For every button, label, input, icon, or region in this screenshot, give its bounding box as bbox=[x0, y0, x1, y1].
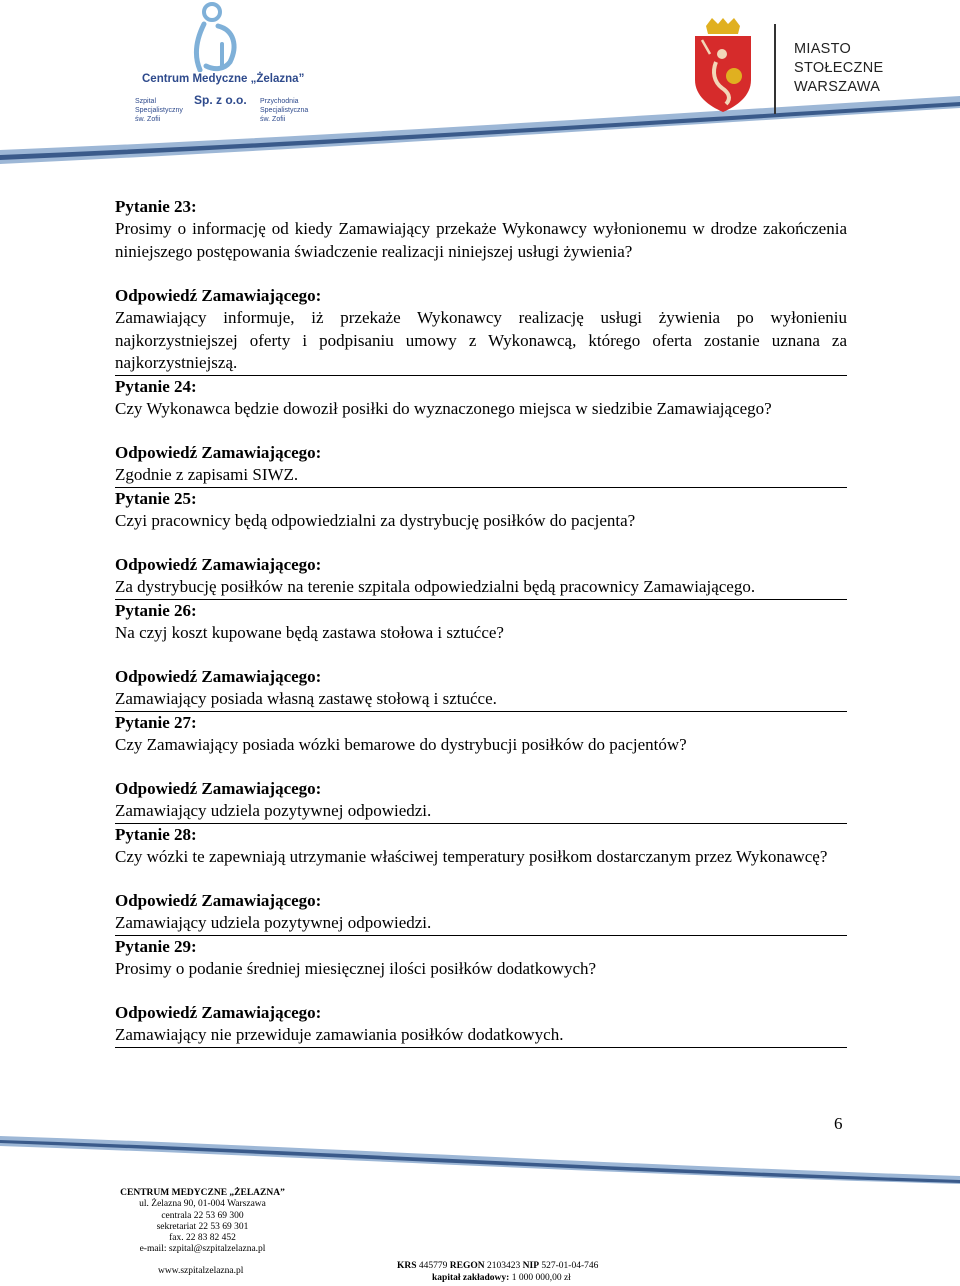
answer-label: Odpowiedź Zamawiającego: bbox=[115, 555, 322, 574]
qa-item bbox=[115, 712, 847, 824]
question-label: Pytanie 27: bbox=[115, 712, 197, 732]
answer-label: Odpowiedź Zamawiającego: bbox=[115, 779, 322, 798]
clinic-name: Centrum Medyczne „Żelazna” bbox=[142, 73, 305, 85]
footer-wave bbox=[0, 1128, 960, 1188]
question-text: Czy Zamawiający posiada wózki bemarowe do dystrybucji posiłków do pacjentów? bbox=[115, 734, 687, 754]
capital-label: kapitał zakładowy: bbox=[432, 1273, 510, 1283]
question-label: Pytanie 28: bbox=[115, 824, 197, 844]
answer-text: Za dystrybucję posiłków na terenie szpitala odpowiedzialni będą pracownicy Zamawiającego. bbox=[115, 577, 756, 596]
footer-address: ul. Żelazna 90, 01-004 Warszawa bbox=[139, 1199, 266, 1210]
answer-text: Zamawiający informuje, iż przekaże Wykonawcy realizację usługi żywienia po wyłonieniu najkorzystniejszej oferty i podpisaniu umowy z Wykonawcą, którego oferta zostanie uznana za najkorzystniejszą. bbox=[115, 308, 847, 372]
answer-label: Odpowiedź Zamawiającego: bbox=[115, 286, 322, 305]
page-number: 6 bbox=[834, 1114, 843, 1133]
question-text: Prosimy o informację od kiedy Zamawiający przekaże Wykonawcy wyłonionemu w drodze zakończenia niniejszego postępowania świadczenie realizacji niniejszej usługi żywienia? bbox=[115, 219, 847, 261]
regon-label: REGON bbox=[449, 1261, 485, 1271]
qa-item bbox=[115, 196, 847, 376]
city-name: MIASTO STOŁECZNE WARSZAWA bbox=[794, 41, 884, 95]
question-text: Na czyj koszt kupowane będą zastawa stołowa i sztućce? bbox=[115, 622, 504, 642]
question-text: Prosimy o podanie średniej miesięcznej ilości posiłków dodatkowych? bbox=[115, 958, 597, 978]
question-label: Pytanie 29: bbox=[115, 936, 197, 956]
qa-item bbox=[115, 824, 847, 936]
krs-label: KRS bbox=[397, 1261, 417, 1271]
warsaw-coat-of-arms-icon bbox=[692, 18, 754, 114]
answer-label: Odpowiedź Zamawiającego: bbox=[115, 667, 322, 686]
footer-fax: fax. 22 83 82 452 bbox=[169, 1233, 236, 1244]
clinic-logo bbox=[134, 0, 314, 125]
footer-phone: centrala 22 53 69 300 bbox=[161, 1210, 244, 1221]
question-label: Pytanie 24: bbox=[115, 376, 197, 396]
question-text: Czy Wykonawca będzie dowoził posiłki do wyznaczonego miejsca w siedzibie Zamawiającego? bbox=[115, 398, 772, 418]
question-label: Pytanie 26: bbox=[115, 600, 197, 620]
qa-item bbox=[115, 600, 847, 712]
answer-text: Zamawiający udziela pozytywnej odpowiedzi. bbox=[115, 913, 432, 932]
krs-value: 445779 bbox=[418, 1261, 448, 1271]
footer-email[interactable]: e-mail: szpital@szpitalzelazna.pl bbox=[139, 1244, 266, 1255]
question-label: Pytanie 23: bbox=[115, 197, 197, 216]
footer-website[interactable]: www.szpitalzelazna.pl bbox=[158, 1266, 244, 1276]
qa-list bbox=[115, 196, 847, 1048]
clinic-hospital-label: Szpital Specjalistyczny św. Zofii bbox=[135, 98, 183, 123]
nip-value: 527-01-04-746 bbox=[541, 1261, 599, 1271]
letterhead bbox=[0, 0, 960, 175]
answer-label: Odpowiedź Zamawiającego: bbox=[115, 891, 322, 910]
clinic-outpatient-label: Przychodnia Specjalistyczna św. Zofii bbox=[260, 98, 309, 123]
answer-text: Zamawiający nie przewiduje zamawiania posiłków dodatkowych. bbox=[115, 1025, 564, 1044]
answer-text: Zgodnie z zapisami SIWZ. bbox=[115, 465, 299, 484]
clinic-legal-form: Sp. z o.o. bbox=[194, 93, 247, 107]
footer-contact bbox=[100, 1188, 305, 1256]
qa-item bbox=[115, 488, 847, 600]
answer-label: Odpowiedź Zamawiającego: bbox=[115, 1003, 322, 1022]
logo-divider bbox=[774, 24, 776, 114]
regon-value: 2103423 bbox=[487, 1261, 521, 1271]
footer-capital bbox=[432, 1273, 571, 1283]
qa-item bbox=[115, 936, 847, 1048]
footer-company-name: CENTRUM MEDYCZNE „ŻELAZNA” bbox=[120, 1188, 285, 1198]
qa-item bbox=[115, 376, 847, 488]
answer-label: Odpowiedź Zamawiającego: bbox=[115, 443, 322, 462]
clinic-figure-icon bbox=[134, 0, 314, 72]
capital-value: 1 000 000,00 zł bbox=[511, 1273, 571, 1283]
nip-label: NIP bbox=[522, 1261, 540, 1271]
question-label: Pytanie 25: bbox=[115, 488, 197, 508]
question-text: Czyi pracownicy będą odpowiedzialni za dystrybucję posiłków do pacjenta? bbox=[115, 510, 636, 530]
footer-registration bbox=[397, 1261, 598, 1271]
footer-secretariat: sekretariat 22 53 69 301 bbox=[156, 1221, 249, 1232]
question-text: Czy wózki te zapewniają utrzymanie właściwej temperatury posiłkom dostarczanym przez Wykonawcę? bbox=[115, 846, 828, 866]
answer-text: Zamawiający posiada własną zastawę stołową i sztućce. bbox=[115, 689, 497, 708]
answer-text: Zamawiający udziela pozytywnej odpowiedzi. bbox=[115, 801, 432, 820]
